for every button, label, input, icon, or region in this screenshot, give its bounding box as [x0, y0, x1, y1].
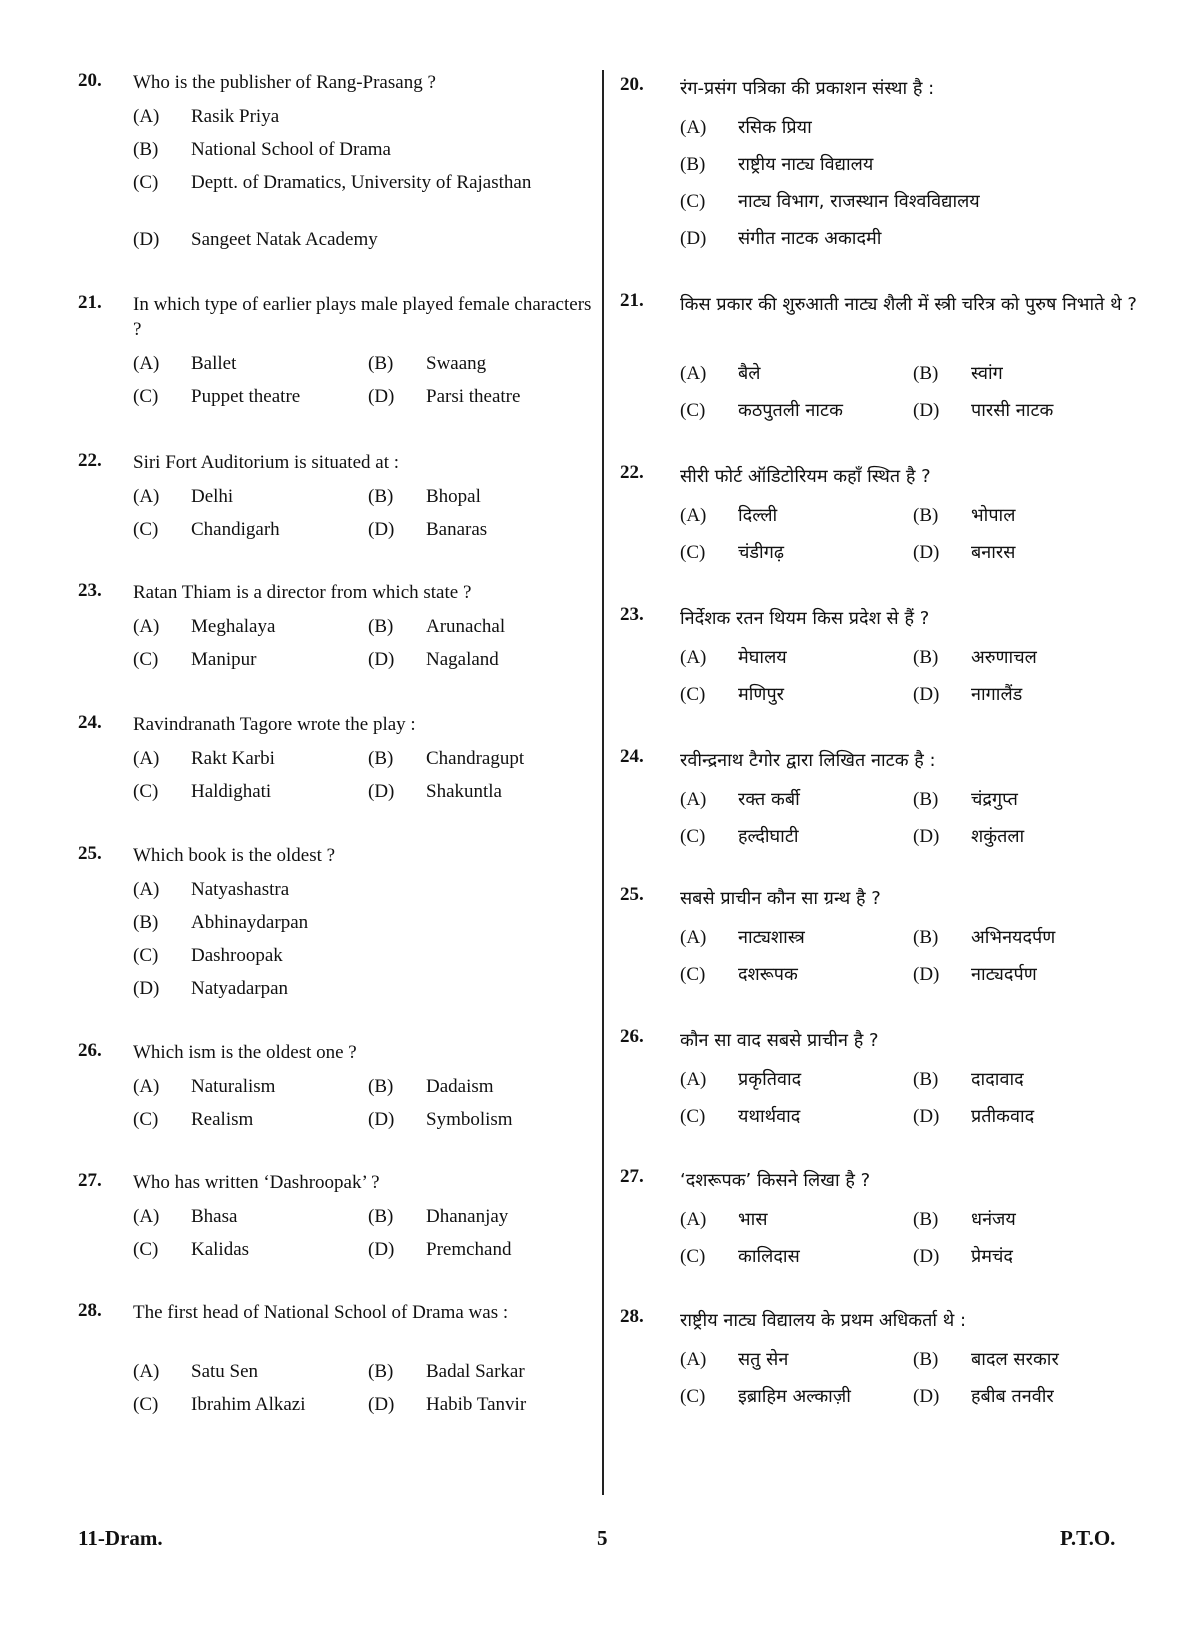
option-text: Parsi theatre	[426, 386, 521, 407]
option-d[interactable]	[368, 780, 588, 804]
option-text: सतु सेन	[738, 1349, 789, 1370]
question-text: The first head of National School of Drama was :	[133, 1302, 509, 1323]
option-c[interactable]	[133, 944, 588, 968]
option-b[interactable]	[913, 362, 1133, 386]
option-c[interactable]	[133, 1108, 368, 1132]
question-number: 22.	[78, 450, 102, 471]
option-label: (B)	[913, 789, 939, 810]
option-a[interactable]	[680, 1068, 913, 1092]
option-label: (A)	[680, 505, 707, 526]
option-label: (B)	[368, 353, 394, 374]
option-d[interactable]	[368, 1238, 588, 1262]
option-text: Manipur	[191, 649, 257, 670]
option-text: नाट्यदर्पण	[971, 964, 1037, 985]
option-label: (C)	[680, 1246, 706, 1267]
option-label: (A)	[680, 1349, 707, 1370]
option-text: Meghalaya	[191, 616, 276, 637]
option-label: (C)	[680, 1106, 706, 1127]
option-text: चंद्रगुप्त	[971, 789, 1018, 810]
option-label: (A)	[133, 486, 160, 507]
option-a[interactable]	[680, 116, 1140, 140]
option-label: (B)	[133, 912, 159, 933]
question-number: 22.	[620, 462, 644, 483]
question-text: किस प्रकार की शुरुआती नाट्य शैली में स्त्री चरित्र को पुरुष निभाते थे ?	[680, 294, 1137, 315]
question-text: राष्ट्रीय नाट्य विद्यालय के प्रथम अधिकर्ता थे :	[680, 1310, 967, 1331]
option-a[interactable]	[680, 646, 913, 670]
option-label: (A)	[133, 748, 160, 769]
option-text: रसिक प्रिया	[738, 117, 812, 138]
option-b[interactable]	[368, 485, 588, 509]
option-label: (C)	[680, 542, 706, 563]
option-text: बैले	[738, 363, 761, 384]
option-text: प्रतीकवाद	[971, 1106, 1035, 1127]
option-text: दादावाद	[971, 1069, 1024, 1090]
option-text: Natyadarpan	[191, 978, 289, 999]
option-text: Bhasa	[191, 1206, 238, 1227]
question-text: ‘दशरूपक’ किसने लिखा है ?	[680, 1170, 871, 1191]
option-text: Kalidas	[191, 1239, 250, 1260]
option-d[interactable]	[133, 977, 588, 1001]
option-text: Abhinaydarpan	[191, 912, 309, 933]
option-text: स्वांग	[971, 363, 1003, 384]
option-text: Badal Sarkar	[426, 1361, 525, 1382]
option-label: (A)	[680, 647, 707, 668]
option-label: (C)	[133, 386, 159, 407]
option-b[interactable]	[368, 1075, 588, 1099]
option-d[interactable]	[133, 228, 588, 252]
question-number: 26.	[620, 1026, 644, 1047]
option-label: (C)	[133, 945, 159, 966]
option-label: (B)	[368, 1076, 394, 1097]
option-label: (A)	[680, 117, 707, 138]
question-text: Siri Fort Auditorium is situated at :	[133, 452, 399, 473]
option-c[interactable]	[133, 1393, 368, 1417]
option-text: नाट्य विभाग, राजस्थान विश्वविद्यालय	[738, 191, 980, 212]
option-text: Naturalism	[191, 1076, 276, 1097]
option-label: (B)	[913, 1069, 939, 1090]
question-number: 26.	[78, 1040, 102, 1061]
option-text: नाट्यशास्त्र	[738, 927, 805, 948]
option-c[interactable]	[133, 518, 368, 542]
option-label: (D)	[368, 1109, 395, 1130]
option-c[interactable]	[680, 683, 913, 707]
option-text: दशरूपक	[738, 964, 798, 985]
option-label: (C)	[133, 1109, 159, 1130]
option-label: (D)	[913, 1106, 940, 1127]
option-text: राष्ट्रीय नाट्य विद्यालय	[738, 154, 874, 175]
option-label: (B)	[368, 748, 394, 769]
option-text: पारसी नाटक	[971, 400, 1054, 421]
option-c[interactable]	[133, 171, 588, 195]
option-b[interactable]	[368, 352, 588, 376]
option-label: (B)	[913, 927, 939, 948]
option-label: (B)	[368, 1206, 394, 1227]
option-label: (B)	[913, 1209, 939, 1230]
option-c[interactable]	[133, 1238, 368, 1262]
option-text: Symbolism	[426, 1109, 513, 1130]
question-text: रवीन्द्रनाथ टैगोर द्वारा लिखित नाटक है :	[680, 750, 936, 771]
paper-code: 11-Dram.	[78, 1526, 163, 1550]
option-a[interactable]	[680, 1348, 913, 1372]
option-c[interactable]	[680, 1385, 913, 1409]
option-a[interactable]	[680, 788, 913, 812]
option-text: कालिदास	[738, 1246, 800, 1267]
option-text: Swaang	[426, 353, 487, 374]
option-text: मणिपुर	[738, 684, 785, 705]
question-number: 28.	[78, 1300, 102, 1321]
option-label: (D)	[368, 519, 395, 540]
question-number: 21.	[78, 292, 102, 313]
option-label: (C)	[680, 964, 706, 985]
option-label: (B)	[913, 363, 939, 384]
option-a[interactable]	[133, 1205, 368, 1229]
option-label: (C)	[133, 1394, 159, 1415]
option-text: Premchand	[426, 1239, 512, 1260]
option-label: (B)	[368, 616, 394, 637]
option-text: Sangeet Natak Academy	[191, 229, 378, 250]
option-b[interactable]	[913, 1208, 1133, 1232]
question-text: सबसे प्राचीन कौन सा ग्रन्थ है ?	[680, 888, 881, 909]
option-label: (D)	[368, 781, 395, 802]
option-b[interactable]	[913, 1068, 1133, 1092]
option-text: Banaras	[426, 519, 488, 540]
option-a[interactable]	[680, 504, 913, 528]
option-c[interactable]	[133, 385, 368, 409]
option-label: (A)	[133, 353, 160, 374]
question-text: कौन सा वाद सबसे प्राचीन है ?	[680, 1030, 879, 1051]
option-text: Habib Tanvir	[426, 1394, 527, 1415]
option-d[interactable]	[680, 227, 1140, 251]
option-label: (D)	[133, 229, 160, 250]
option-a[interactable]	[133, 747, 368, 771]
option-label: (A)	[133, 106, 160, 127]
option-c[interactable]	[133, 780, 368, 804]
option-a[interactable]	[133, 615, 368, 639]
pto-label: P.T.O.	[1060, 1526, 1116, 1550]
option-d[interactable]	[913, 1385, 1133, 1409]
option-text: Chandragupt	[426, 748, 525, 769]
option-c[interactable]	[680, 1105, 913, 1129]
option-text: Deptt. of Dramatics, University of Rajasthan	[191, 172, 532, 193]
option-text: प्रकृतिवाद	[738, 1069, 802, 1090]
option-label: (D)	[913, 1386, 940, 1407]
option-c[interactable]	[680, 825, 913, 849]
option-text: नागालैंड	[971, 684, 1023, 705]
option-b[interactable]	[368, 747, 588, 771]
question-text: Ravindranath Tagore wrote the play :	[133, 714, 416, 735]
option-label: (B)	[913, 1349, 939, 1370]
option-label: (B)	[913, 647, 939, 668]
option-label: (A)	[680, 1069, 707, 1090]
option-label: (A)	[680, 927, 707, 948]
option-label: (A)	[133, 1206, 160, 1227]
option-label: (B)	[133, 139, 159, 160]
option-d[interactable]	[913, 1105, 1133, 1129]
option-text: Rasik Priya	[191, 106, 280, 127]
option-text: बनारस	[971, 542, 1016, 563]
question-text: In which type of earlier plays male played female characters ?	[133, 294, 592, 340]
option-text: Chandigarh	[191, 519, 280, 540]
question-number: 27.	[78, 1170, 102, 1191]
option-text: यथार्थवाद	[738, 1106, 801, 1127]
option-d[interactable]	[913, 683, 1133, 707]
option-b[interactable]	[913, 646, 1133, 670]
option-text: अभिनयदर्पण	[971, 927, 1056, 948]
option-text: Dhananjay	[426, 1206, 509, 1227]
option-text: National School of Drama	[191, 139, 391, 160]
option-text: भोपाल	[971, 505, 1016, 526]
option-text: प्रेमचंद	[971, 1246, 1013, 1267]
question-text: रंग-प्रसंग पत्रिका की प्रकाशन संस्था है :	[680, 78, 935, 99]
question-text: Ratan Thiam is a director from which state ?	[133, 582, 472, 603]
option-text: हल्दीघाटी	[738, 826, 799, 847]
option-text: हबीब तनवीर	[971, 1386, 1054, 1407]
question-number: 23.	[620, 604, 644, 625]
option-a[interactable]	[133, 1360, 368, 1384]
question-text: Which ism is the oldest one ?	[133, 1042, 357, 1063]
option-b[interactable]	[913, 1348, 1133, 1372]
option-label: (B)	[680, 154, 706, 175]
option-text: इब्राहिम अल्काज़ी	[738, 1386, 851, 1407]
option-text: Dashroopak	[191, 945, 283, 966]
option-text: Natyashastra	[191, 879, 290, 900]
question-text: Which book is the oldest ?	[133, 845, 336, 866]
option-text: Bhopal	[426, 486, 481, 507]
option-d[interactable]	[913, 825, 1133, 849]
option-label: (D)	[368, 386, 395, 407]
option-c[interactable]	[680, 1245, 913, 1269]
option-a[interactable]	[133, 1075, 368, 1099]
option-label: (C)	[680, 400, 706, 421]
option-label: (D)	[913, 400, 940, 421]
option-d[interactable]	[368, 1393, 588, 1417]
option-label: (C)	[133, 649, 159, 670]
question-number: 28.	[620, 1306, 644, 1327]
option-text: Rakt Karbi	[191, 748, 275, 769]
question-number: 23.	[78, 580, 102, 601]
question-text: सीरी फोर्ट ऑडिटोरियम कहाँ स्थित है ?	[680, 466, 931, 487]
question-number: 24.	[620, 746, 644, 767]
option-b[interactable]	[913, 788, 1133, 812]
option-text: Realism	[191, 1109, 254, 1130]
question-text: Who is the publisher of Rang-Prasang ?	[133, 72, 436, 93]
option-text: Dadaism	[426, 1076, 494, 1097]
option-label: (A)	[680, 1209, 707, 1230]
question-number: 20.	[78, 70, 102, 91]
option-text: दिल्ली	[738, 505, 778, 526]
question-number: 25.	[78, 843, 102, 864]
option-label: (C)	[680, 826, 706, 847]
option-label: (C)	[680, 684, 706, 705]
option-d[interactable]	[913, 963, 1133, 987]
option-b[interactable]	[133, 911, 588, 935]
option-b[interactable]	[368, 1360, 588, 1384]
question-number: 24.	[78, 712, 102, 733]
option-d[interactable]	[368, 385, 588, 409]
option-text: Delhi	[191, 486, 234, 507]
option-c[interactable]	[680, 541, 913, 565]
option-d[interactable]	[368, 518, 588, 542]
option-label: (C)	[680, 1386, 706, 1407]
option-label: (A)	[133, 1076, 160, 1097]
option-d[interactable]	[913, 1245, 1133, 1269]
option-text: कठपुतली नाटक	[738, 400, 843, 421]
option-label: (B)	[913, 505, 939, 526]
option-d[interactable]	[913, 399, 1133, 423]
option-c[interactable]	[680, 399, 913, 423]
option-d[interactable]	[368, 648, 588, 672]
option-label: (B)	[368, 1361, 394, 1382]
question-number: 27.	[620, 1166, 644, 1187]
option-label: (D)	[368, 1394, 395, 1415]
option-label: (C)	[133, 172, 159, 193]
option-c[interactable]	[133, 648, 368, 672]
column-divider	[602, 70, 604, 1495]
option-a[interactable]	[133, 105, 588, 129]
option-label: (D)	[368, 649, 395, 670]
option-a[interactable]	[133, 878, 588, 902]
question-number: 21.	[620, 290, 644, 311]
option-b[interactable]	[368, 1205, 588, 1229]
option-d[interactable]	[913, 541, 1133, 565]
option-label: (A)	[133, 1361, 160, 1382]
question-number: 25.	[620, 884, 644, 905]
question-text: निर्देशक रतन थियम किस प्रदेश से हैं ?	[680, 608, 930, 629]
option-label: (C)	[133, 781, 159, 802]
option-label: (A)	[680, 789, 707, 810]
option-text: चंडीगढ़	[738, 542, 784, 563]
option-text: संगीत नाटक अकादमी	[738, 228, 882, 249]
option-text: Nagaland	[426, 649, 499, 670]
option-label: (A)	[133, 879, 160, 900]
option-text: शकुंतला	[971, 826, 1025, 847]
option-text: बादल सरकार	[971, 1349, 1059, 1370]
option-a[interactable]	[680, 362, 913, 386]
option-text: धनंजय	[971, 1209, 1016, 1230]
option-label: (D)	[913, 964, 940, 985]
option-c[interactable]	[680, 190, 1140, 214]
option-a[interactable]	[680, 1208, 913, 1232]
option-label: (D)	[913, 542, 940, 563]
option-b[interactable]	[133, 138, 588, 162]
option-text: Haldighati	[191, 781, 272, 802]
option-label: (D)	[913, 826, 940, 847]
option-text: मेघालय	[738, 647, 787, 668]
option-text: Satu Sen	[191, 1361, 259, 1382]
option-text: रक्त कर्बी	[738, 789, 800, 810]
option-label: (C)	[133, 519, 159, 540]
option-text: Shakuntla	[426, 781, 502, 802]
question-number: 20.	[620, 74, 644, 95]
option-label: (A)	[133, 616, 160, 637]
option-label: (A)	[680, 363, 707, 384]
option-text: Puppet theatre	[191, 386, 301, 407]
option-label: (D)	[133, 978, 160, 999]
page-number: 5	[597, 1526, 608, 1550]
option-text: अरुणाचल	[971, 647, 1037, 668]
option-text: Arunachal	[426, 616, 506, 637]
option-b[interactable]	[368, 615, 588, 639]
option-label: (D)	[680, 228, 707, 249]
option-label: (D)	[913, 684, 940, 705]
option-b[interactable]	[680, 153, 1140, 177]
option-label: (D)	[913, 1246, 940, 1267]
option-text: भास	[738, 1209, 768, 1230]
option-label: (B)	[368, 486, 394, 507]
option-text: Ballet	[191, 353, 237, 374]
option-d[interactable]	[368, 1108, 588, 1132]
option-a[interactable]	[680, 926, 913, 950]
option-text: Ibrahim Alkazi	[191, 1394, 306, 1415]
option-b[interactable]	[913, 926, 1133, 950]
option-label: (D)	[368, 1239, 395, 1260]
question-text: Who has written ‘Dashroopak’ ?	[133, 1172, 380, 1193]
option-label: (C)	[680, 191, 706, 212]
option-a[interactable]	[133, 352, 368, 376]
option-c[interactable]	[680, 963, 913, 987]
option-a[interactable]	[133, 485, 368, 509]
option-label: (C)	[133, 1239, 159, 1260]
option-b[interactable]	[913, 504, 1133, 528]
